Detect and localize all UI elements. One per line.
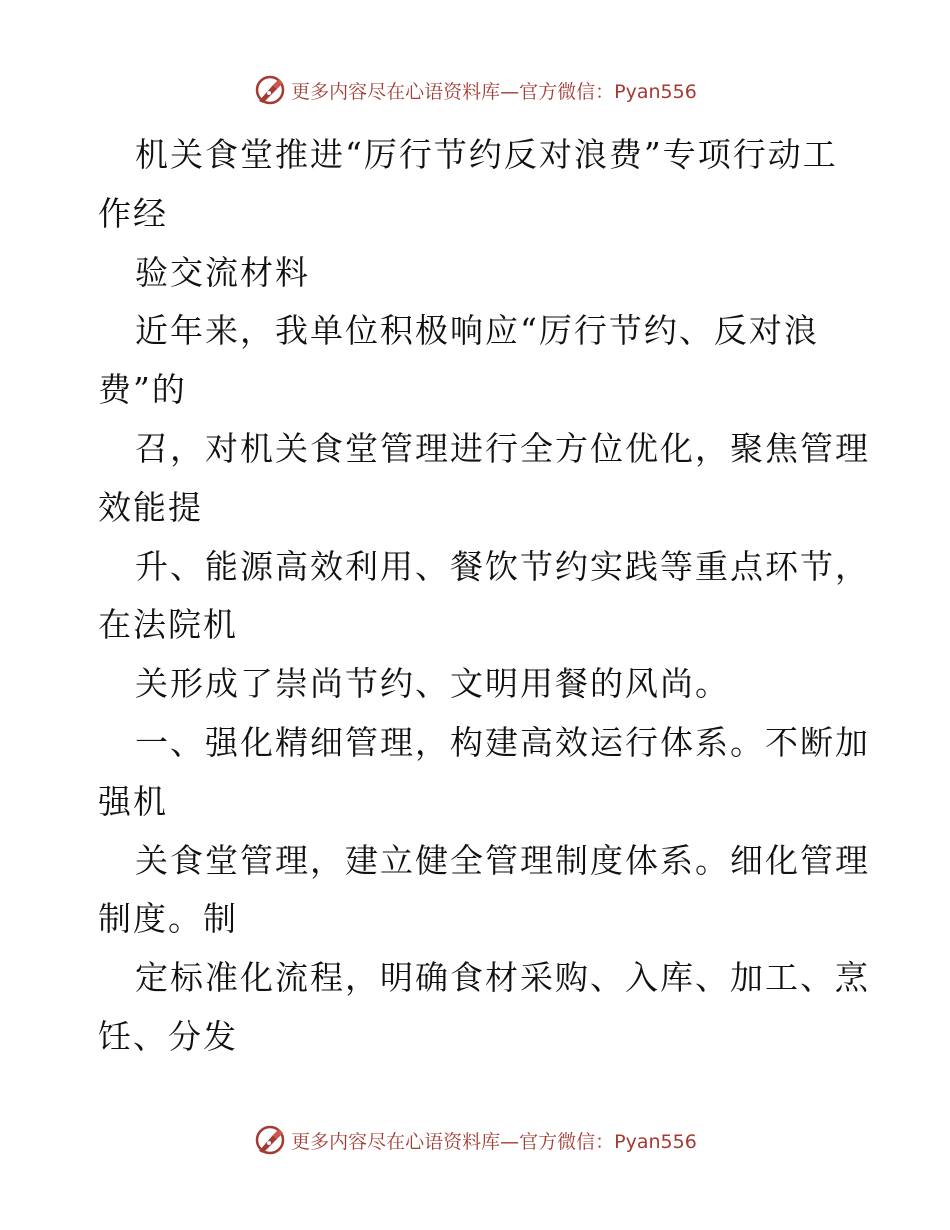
document-body (98, 126, 870, 1067)
text-line: 一、强化精细管理，构建高效运行体系。不断加 (135, 722, 870, 762)
pen-nib-logo-icon (253, 1123, 287, 1157)
text-line: 饪、分发 (98, 1016, 238, 1056)
text-line: 关形成了崇尚节约、文明用餐的风尚。 (135, 664, 730, 704)
pen-nib-logo-icon (253, 73, 287, 107)
text-line: 效能提 (98, 487, 203, 527)
text-line: 机关食堂推进“厉行节约反对浪费”专项行动工 (135, 135, 838, 174)
footer-watermark (0, 1120, 950, 1160)
text-line: 费”的 (98, 370, 187, 410)
watermark-text: 更多内容尽在心语资料库—官方微信：Pyan556 (291, 80, 697, 103)
text-line: 定标准化流程，明确食材采购、入库、加工、烹 (135, 958, 870, 998)
watermark-text: 更多内容尽在心语资料库—官方微信：Pyan556 (291, 1130, 697, 1153)
header-watermark (0, 70, 950, 110)
text-line: 强机 (98, 781, 168, 821)
text-line: 作经 (98, 193, 168, 233)
text-line: 近年来，我单位积极响应“厉行节约、反对浪 (135, 311, 819, 351)
text-line: 制度。制 (98, 899, 238, 939)
text-line: 在法院机 (98, 605, 238, 645)
text-line: 升、能源高效利用、餐饮节约实践等重点环节， (135, 546, 870, 586)
text-line: 召，对机关食堂管理进行全方位优化，聚焦管理 (135, 428, 870, 468)
text-line: 验交流材料 (135, 252, 310, 292)
text-line: 关食堂管理，建立健全管理制度体系。细化管理 (135, 840, 870, 880)
